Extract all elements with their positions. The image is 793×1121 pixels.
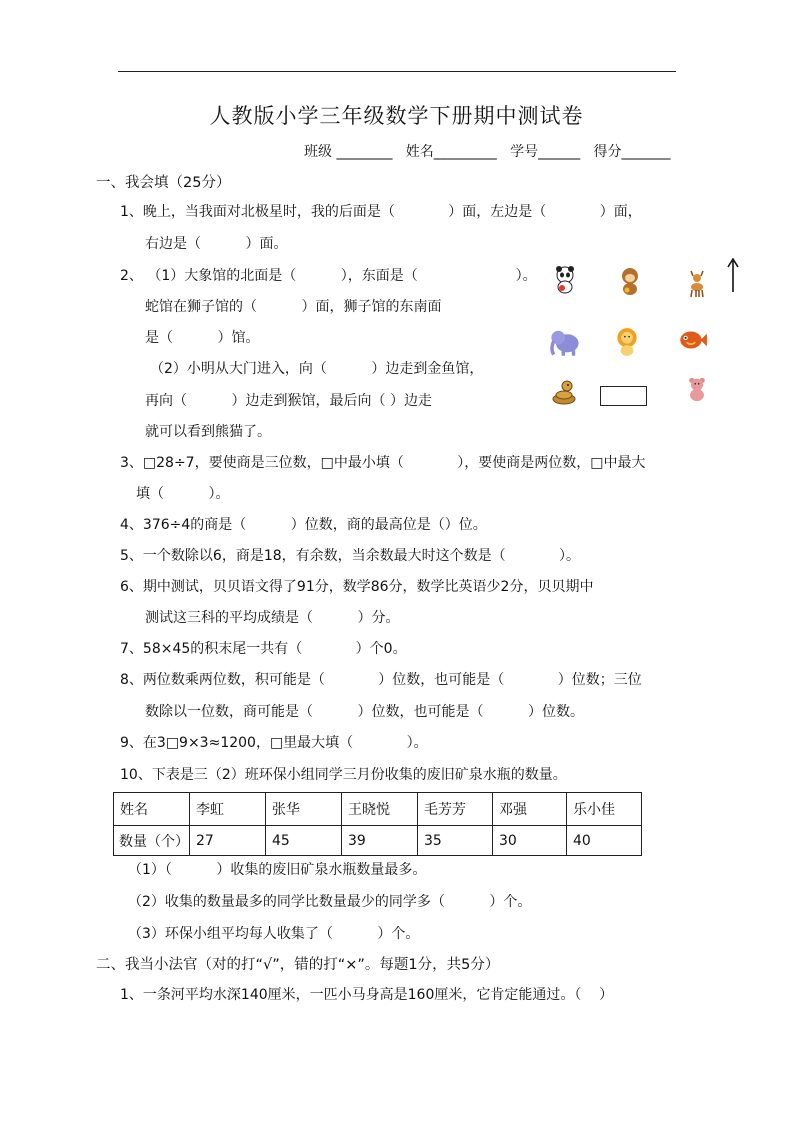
q2-line-4: （2）小明从大门进入，向（ ）边走到金鱼馆， — [150, 361, 484, 377]
bottle-count-table — [113, 792, 642, 856]
table-cell: 邓强 — [493, 793, 567, 826]
table-cell: 李虹 — [190, 793, 266, 826]
q1-line-2: 右边是（ ）面。 — [145, 236, 288, 252]
lion-icon — [611, 326, 643, 358]
section-1-heading: 一、我会填（25分） — [96, 175, 231, 191]
table-cell: 毛芳芳 — [418, 793, 493, 826]
table-cell: 39 — [342, 826, 418, 856]
snake-icon — [549, 377, 579, 407]
q2-line-1: 2、 （1）大象馆的北面是（ ），东面是（ ）。 — [120, 268, 537, 284]
monkey-icon — [615, 266, 645, 296]
table-row — [114, 793, 642, 826]
q2-line-6: 就可以看到熊猫了。 — [145, 424, 271, 440]
table-cell: 王晓悦 — [342, 793, 418, 826]
table-cell: 30 — [493, 826, 567, 856]
q2-line-2: 蛇馆在狮子馆的（ ）面，狮子馆的东南面 — [145, 299, 442, 315]
table-header-label: 姓名 — [114, 793, 190, 826]
goldfish-icon — [676, 324, 708, 356]
table-cell: 乐小佳 — [567, 793, 642, 826]
q10-sub-3: （3）环保小组平均每人收集了（ ）个。 — [128, 926, 420, 942]
q8-line-2: 数除以一位数，商可能是（ ）位数，也可能是（ ）位数。 — [145, 704, 585, 720]
deer-icon — [682, 268, 712, 298]
table-row — [114, 826, 642, 856]
q6-line-1: 6、期中测试，贝贝语文得了91分，数学86分，数学比英语少2分，贝贝期中 — [120, 579, 594, 595]
q3-line-2: 填（ ）。 — [136, 486, 230, 502]
table-cell: 45 — [266, 826, 342, 856]
zoo-gate-box — [600, 386, 647, 406]
q6-line-2: 测试这三科的平均成绩是（ ）分。 — [145, 610, 400, 626]
judge-q1-line: 1、一条河平均水深140厘米，一匹小马身高是160厘米，它肯定能通过。（ ） — [120, 987, 614, 1003]
q1-line-1: 1、晚上，当我面对北极星时，我的后面是（ ）面，左边是（ ）面， — [120, 204, 642, 220]
north-arrow-icon — [727, 258, 739, 294]
q3-line-1: 3、□28÷7，要使商是三位数，□中最小填（ ），要使商是两位数，□中最大 — [120, 455, 646, 471]
q9-line: 9、在3□9×3≈1200，□里最大填（ ）。 — [120, 735, 428, 751]
table-row-label: 数量（个） — [114, 826, 190, 856]
section-2-heading: 二、我当小法官（对的打“√”，错的打“×”。每题1分，共5分） — [96, 957, 500, 973]
table-cell: 40 — [567, 826, 642, 856]
q8-line-1: 8、两位数乘两位数，积可能是（ ）位数，也可能是（ ）位数；三位 — [120, 672, 642, 688]
table-cell: 27 — [190, 826, 266, 856]
elephant-icon — [548, 324, 582, 358]
q2-line-5: 再向（ ）边走到猴馆，最后向（ ）边走 — [145, 393, 432, 409]
q2-line-3: 是（ ）馆。 — [145, 330, 260, 346]
page-title: 人教版小学三年级数学下册期中测试卷 — [209, 104, 584, 128]
q10-sub-2: （2）收集的数量最多的同学比数量最少的同学多（ ）个。 — [128, 894, 532, 910]
q10-line: 10、下表是三（2）班环保小组同学三月份收集的废旧矿泉水瓶的数量。 — [120, 767, 567, 783]
q7-line: 7、58×45的积末尾一共有（ ）个0。 — [120, 641, 407, 657]
panda-icon — [550, 264, 580, 294]
header-rule — [118, 71, 676, 72]
table-cell: 35 — [418, 826, 493, 856]
q4-line: 4、376÷4的商是（ ）位数，商的最高位是（）位。 — [120, 517, 487, 533]
q5-line: 5、一个数除以6，商是18，有余数，当余数最大时这个数是（ ）。 — [120, 548, 581, 564]
q10-sub-1: （1）（ ）收集的废旧矿泉水瓶数量最多。 — [128, 862, 427, 878]
student-info-line: 班级 ________ 姓名_________ 学号______ 得分_______ — [304, 144, 671, 160]
table-cell: 张华 — [266, 793, 342, 826]
bear-icon — [684, 375, 710, 403]
